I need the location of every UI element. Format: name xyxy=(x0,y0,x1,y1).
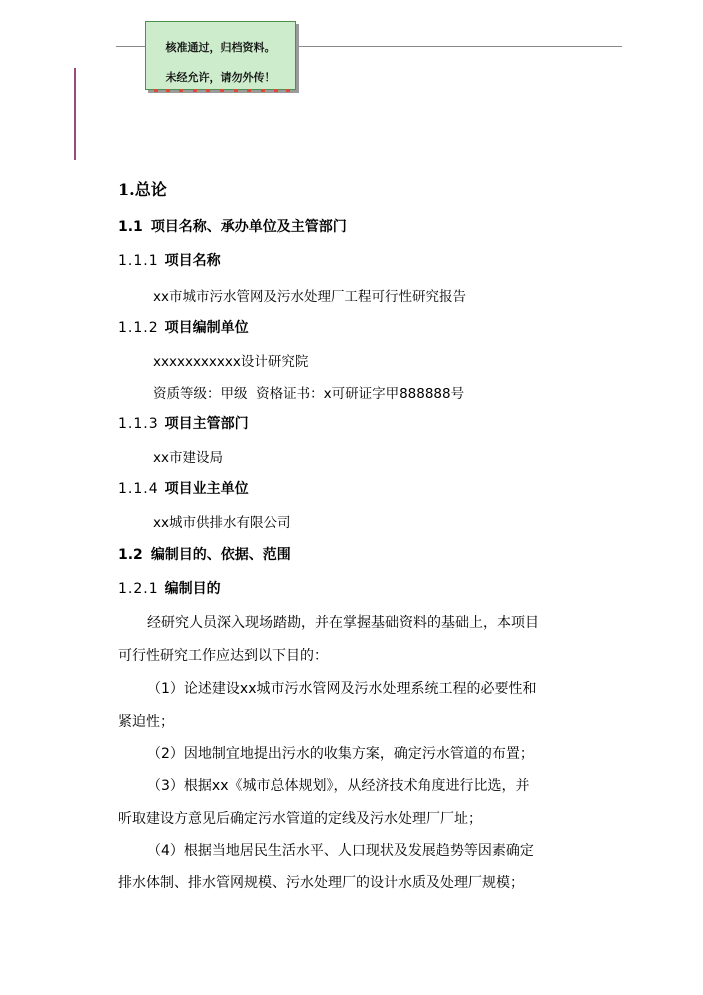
competent-department: xx市建设局 xyxy=(153,450,223,466)
section-number: 1.1.4 xyxy=(118,481,159,497)
section-title: 项目名称、承办单位及主管部门 xyxy=(150,219,347,235)
section-title: 项目名称 xyxy=(164,253,221,269)
approval-stamp xyxy=(145,21,296,90)
list-item: （2）因地制宜地提出污水的收集方案，确定污水管道的布置； xyxy=(147,746,534,762)
list-item-continuation: 排水体制、排水管网规模、污水处理厂的设计水质及处理厂规模； xyxy=(118,875,524,891)
section-1-1-2-heading xyxy=(118,317,249,337)
paragraph-line: 经研究人员深入现场踏勘，并在掌握基础资料的基础上，本项目 xyxy=(147,615,539,631)
stamp-line-1: 核准通过，归档资料。 xyxy=(165,41,276,54)
stamp-line-2: 未经允许，请勿外传！ xyxy=(165,71,276,84)
list-item: （3）根据xx《城市总体规划》，从经济技术角度进行比选，并 xyxy=(147,778,530,794)
section-title: 项目主管部门 xyxy=(164,416,249,432)
section-1-1-4-heading xyxy=(118,478,249,498)
section-1-1-3-heading xyxy=(118,413,249,433)
paragraph-line: 可行性研究工作应达到以下目的： xyxy=(118,648,328,664)
compiling-unit: xxxxxxxxxxx设计研究院 xyxy=(153,354,309,370)
list-item-continuation: 紧迫性； xyxy=(118,714,174,730)
stamp-underline xyxy=(146,89,295,92)
section-number: 1.1 xyxy=(118,219,143,235)
section-number: 1.2.1 xyxy=(118,581,159,597)
section-title: 编制目的、依据、范围 xyxy=(150,547,291,563)
project-owner: xx城市供排水有限公司 xyxy=(153,515,291,531)
margin-bar xyxy=(74,68,76,160)
section-title: 项目编制单位 xyxy=(164,320,249,336)
section-number: 1.1.3 xyxy=(118,416,159,432)
chapter-title: 1.总论 xyxy=(118,180,167,199)
section-1-1-heading xyxy=(118,216,347,236)
section-number: 1.2 xyxy=(118,547,143,563)
list-item-continuation: 听取建设方意见后确定污水管道的定线及污水处理厂厂址； xyxy=(118,811,482,827)
list-item: （1）论述建设xx城市污水管网及污水处理系统工程的必要性和 xyxy=(147,681,537,697)
section-1-2-heading xyxy=(118,544,291,564)
section-title: 项目业主单位 xyxy=(164,481,249,497)
section-1-2-1-heading xyxy=(118,578,221,598)
project-name: xx市城市污水管网及污水处理厂工程可行性研究报告 xyxy=(153,289,466,305)
section-number: 1.1.2 xyxy=(118,320,159,336)
section-number: 1.1.1 xyxy=(118,253,159,269)
list-item: （4）根据当地居民生活水平、人口现状及发展趋势等因素确定 xyxy=(147,843,534,859)
qualification-line: 资质等级：甲级 资格证书：x可研证字甲888888号 xyxy=(153,386,465,402)
section-1-1-1-heading xyxy=(118,250,221,270)
section-title: 编制目的 xyxy=(164,581,221,597)
